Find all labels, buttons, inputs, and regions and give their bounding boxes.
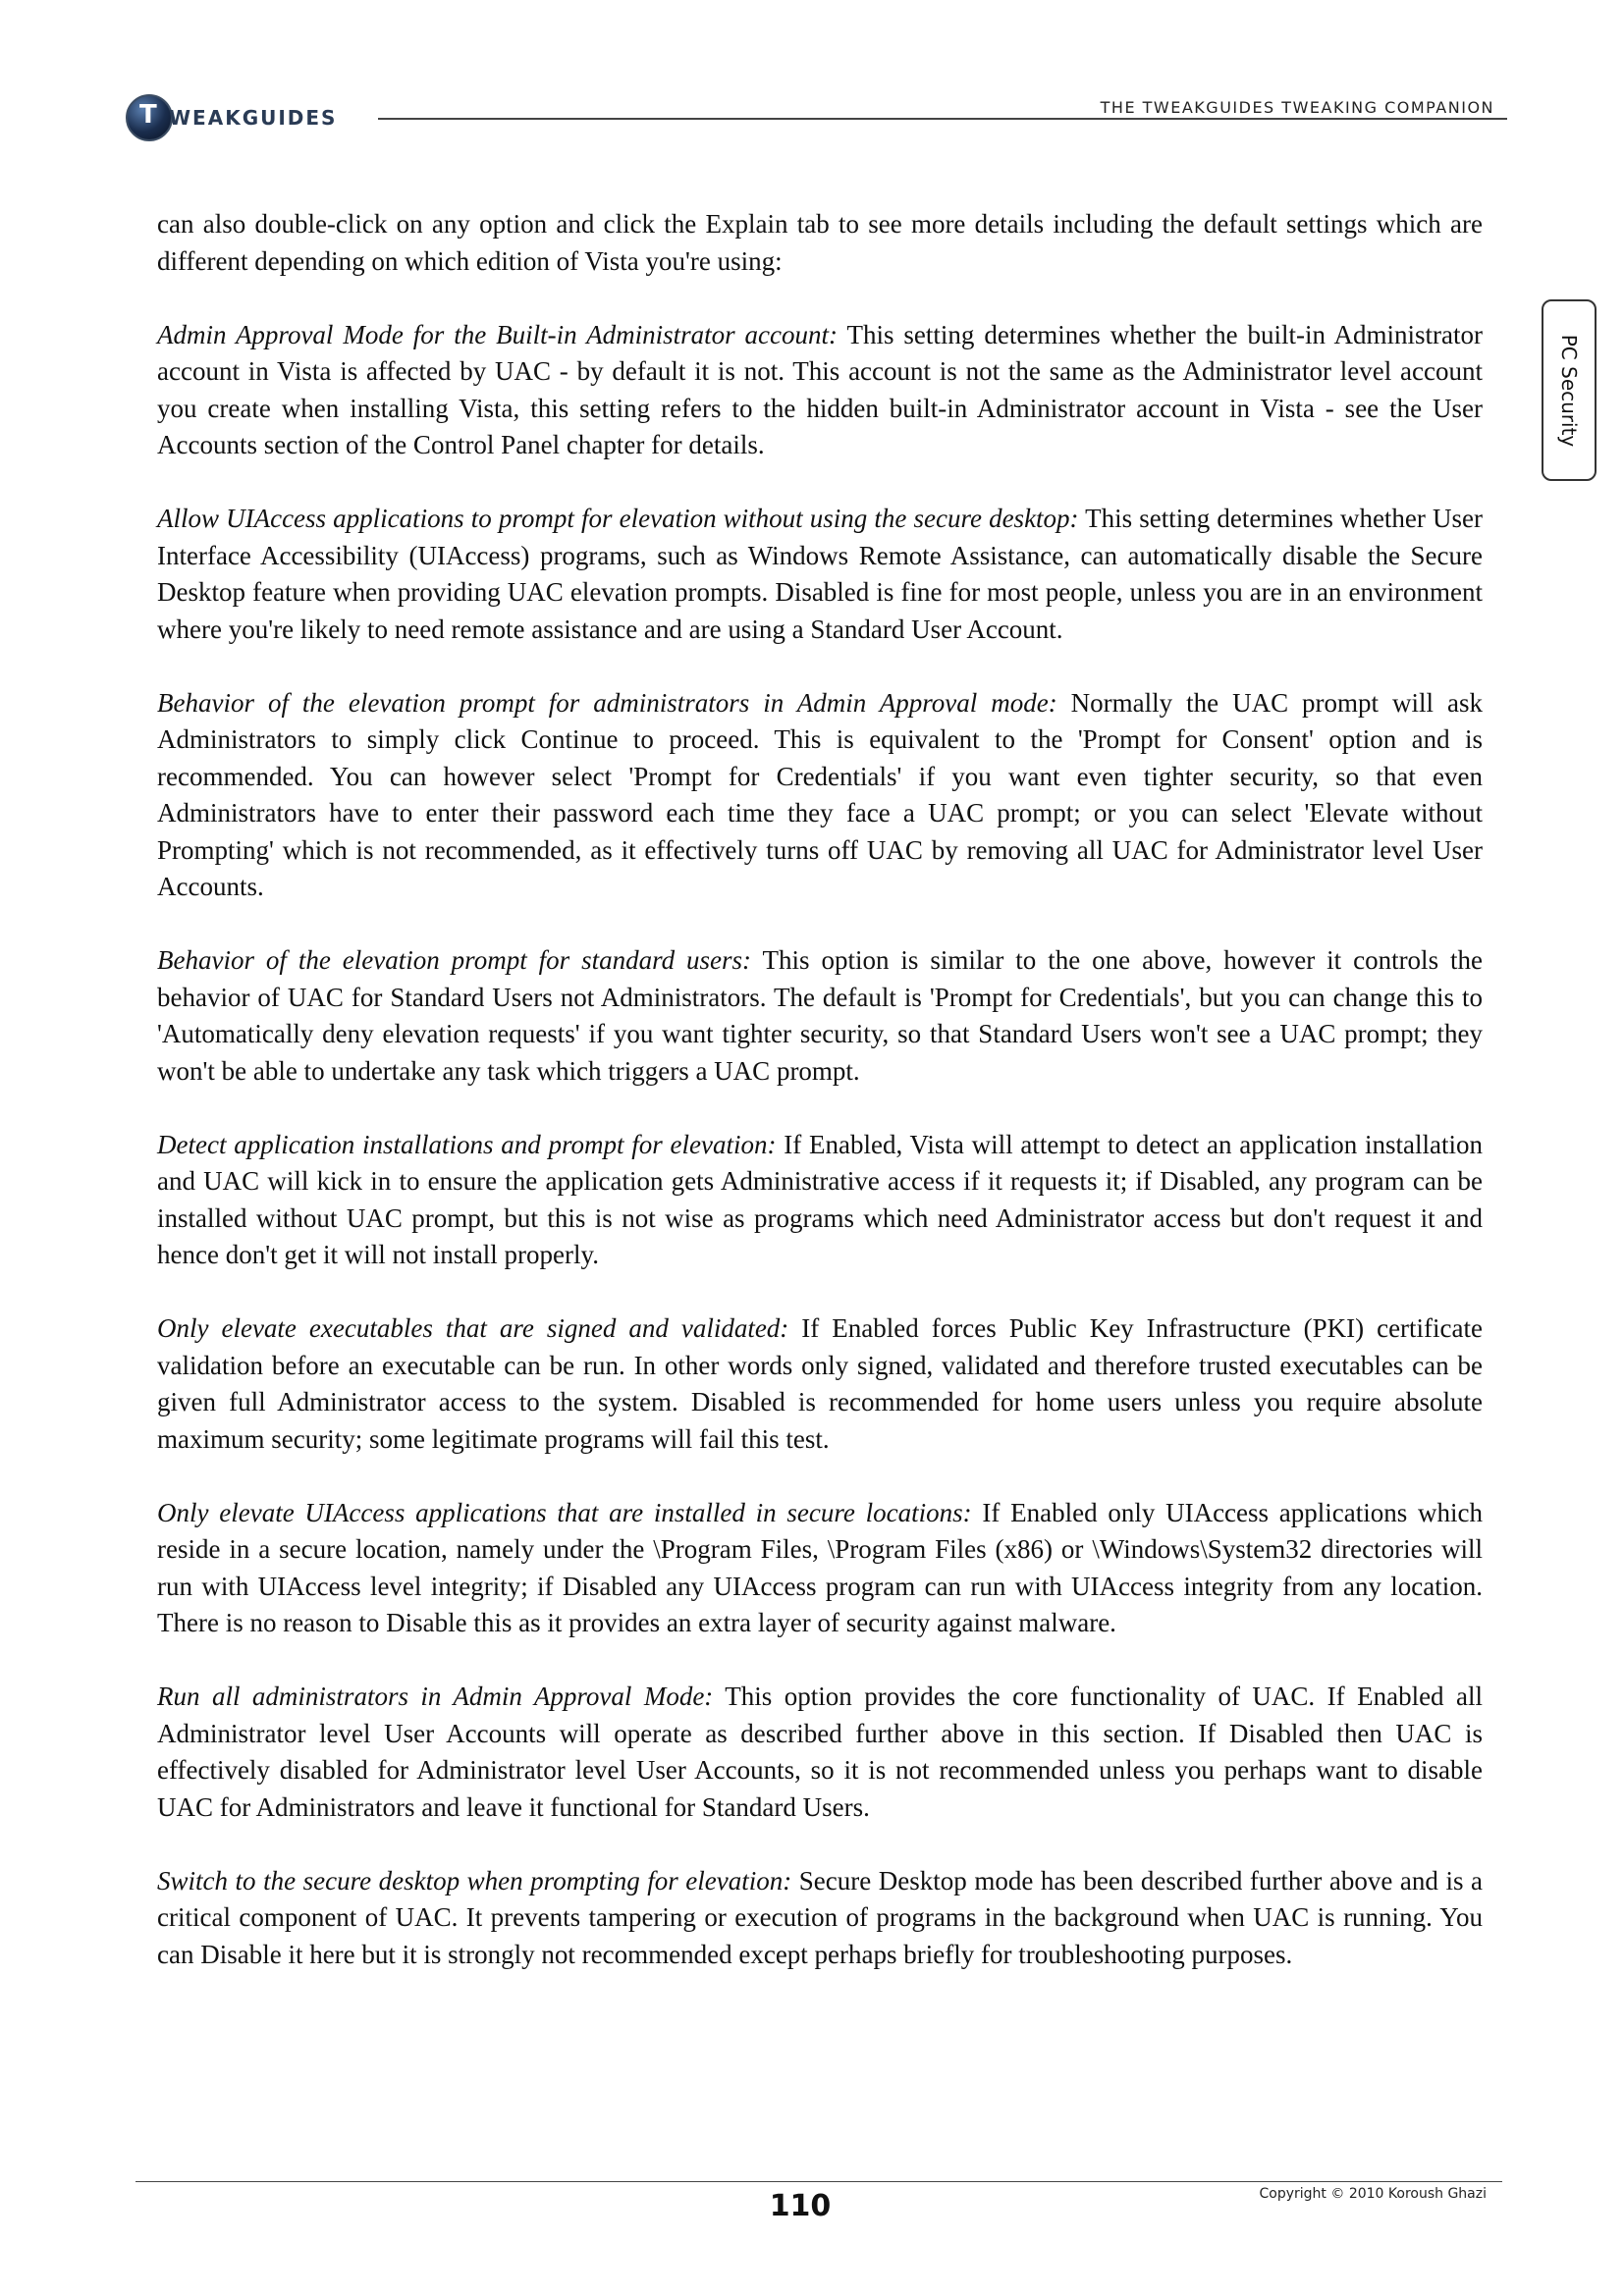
setting-description: This setting determines whether the built-in Administrator account in Vista is affected by UAC - by default it is not. This account is not the same as the Administrator level account you create when installing Vista, this setting refers to the hidden built-in Administrator account in Vista - see the User Accounts section of the Control Panel chapter for details. xyxy=(157,319,1483,459)
paragraph-detect-installations xyxy=(157,1127,1483,1274)
setting-description: This option is similar to the one above, however it controls the behavior of UAC for Standard Users not Administrators. The default is 'Prompt for Credentials', but you can change this to 'Automatically deny elevation requests' if you want tighter security, so that Standard Users won't see a UAC prompt; they won't be able to undertake any task which triggers a UAC prompt. xyxy=(157,945,1483,1086)
logo-globe-icon xyxy=(126,94,173,141)
paragraph-uiaccess-secure-locations xyxy=(157,1495,1483,1642)
page-number: 110 xyxy=(769,2189,832,2223)
paragraph-allow-uiaccess xyxy=(157,501,1483,648)
section-tab xyxy=(1542,299,1597,481)
setting-name: Admin Approval Mode for the Built-in Administrator account: xyxy=(157,319,839,349)
section-tab-label: PC Security xyxy=(1557,334,1581,447)
setting-description: If Enabled, Vista will attempt to detect an application installation and UAC will kick in to ensure the application gets Administrative access if it requests it; if Disabled, any program can be installed without UAC prompt, but this is not wise as programs which need Administrator access but don't request it and hence don't get it will not install properly. xyxy=(157,1129,1483,1269)
tweakguides-logo xyxy=(126,94,381,145)
footer-rule xyxy=(135,2181,1502,2182)
paragraph-elevation-admins xyxy=(157,685,1483,906)
setting-name: Run all administrators in Admin Approval Mode: xyxy=(157,1682,714,1711)
setting-name: Behavior of the elevation prompt for administrators in Admin Approval mode: xyxy=(157,687,1057,718)
setting-name: Behavior of the elevation prompt for standard users: xyxy=(157,945,752,975)
paragraph-elevation-standard xyxy=(157,942,1483,1090)
page-body xyxy=(157,206,1483,2010)
setting-description: This option provides the core functionality of UAC. If Enabled all Administrator level User Accounts will operate as described further above in this section. If Disabled then UAC is effectively disabled for Administrator level User Accounts, so it is not recommended unless you perhaps want to disable UAC for Administrators and leave it functional for Standard Users. xyxy=(157,1682,1484,1822)
header-title: THE TWEAKGUIDES TWEAKING COMPANION xyxy=(1100,98,1494,117)
header-rule xyxy=(378,118,1507,120)
setting-name: Only elevate executables that are signed and validated: xyxy=(157,1313,789,1343)
setting-description: Normally the UAC prompt will ask Administrators to simply click Continue to proceed. This is equivalent to the 'Prompt for Consent' option and is recommended. You can however select 'Prompt for Credentials' if you want even tighter security, so that even Administrators have to enter their password each time they face a UAC prompt; or you can select 'Elevate without Prompting' which is not recommended, as it effectively turns off UAC by removing all UAC for Administrator level User Accounts. xyxy=(157,687,1483,901)
paragraph-secure-desktop xyxy=(157,1863,1483,1974)
paragraph-run-admins-approval xyxy=(157,1679,1483,1826)
setting-name: Detect application installations and prompt for elevation: xyxy=(157,1129,777,1159)
intro-paragraph: can also double-click on any option and click the Explain tab to see more details including the default settings which are different depending on which edition of Vista you're using: xyxy=(157,209,1483,276)
copyright-notice: Copyright © 2010 Koroush Ghazi xyxy=(1259,2186,1487,2202)
setting-name: Switch to the secure desktop when prompting for elevation: xyxy=(157,1865,792,1896)
paragraph-admin-approval-builtin xyxy=(157,317,1483,464)
paragraph-signed-executables xyxy=(157,1310,1483,1458)
setting-name: Allow UIAccess applications to prompt for elevation without using the secure desktop: xyxy=(157,504,1079,533)
setting-description: If Enabled only UIAccess applications which reside in a secure location, namely under the \Program Files, \Program Files (x86) or \Windows\System32 directories will run with UIAccess level integrity; if Disabled any UIAccess program can run with UIAccess integrity from any location. There is no reason to Disable this as it provides an extra layer of security against malware. xyxy=(157,1497,1483,1637)
page-header xyxy=(0,0,1624,157)
setting-description: This setting determines whether User Interface Accessibility (UIAccess) programs, such as Windows Remote Assistance, can automatically disable the Secure Desktop feature when providing UAC elevation prompts. Disabled is fine for most people, unless you are in an environment where you're likely to need remote assistance and are using a Standard User Account. xyxy=(157,504,1483,644)
setting-description: If Enabled forces Public Key Infrastructure (PKI) certificate validation before an executable can be run. In other words only signed, validated and therefore trusted executables can be given full Administrator access to the system. Disabled is recommended for home users unless you require absolute maximum security; some legitimate programs will fail this test. xyxy=(157,1313,1483,1454)
logo-text: WEAKGUIDES xyxy=(169,106,338,130)
setting-name: Only elevate UIAccess applications that are installed in secure locations: xyxy=(157,1497,972,1527)
setting-description: Secure Desktop mode has been described further above and is a critical component of UAC. It prevents tampering or execution of programs in the background when UAC is running. You can Disable it here but it is strongly not recommended except perhaps briefly for troubleshooting purposes. xyxy=(157,1865,1483,1969)
